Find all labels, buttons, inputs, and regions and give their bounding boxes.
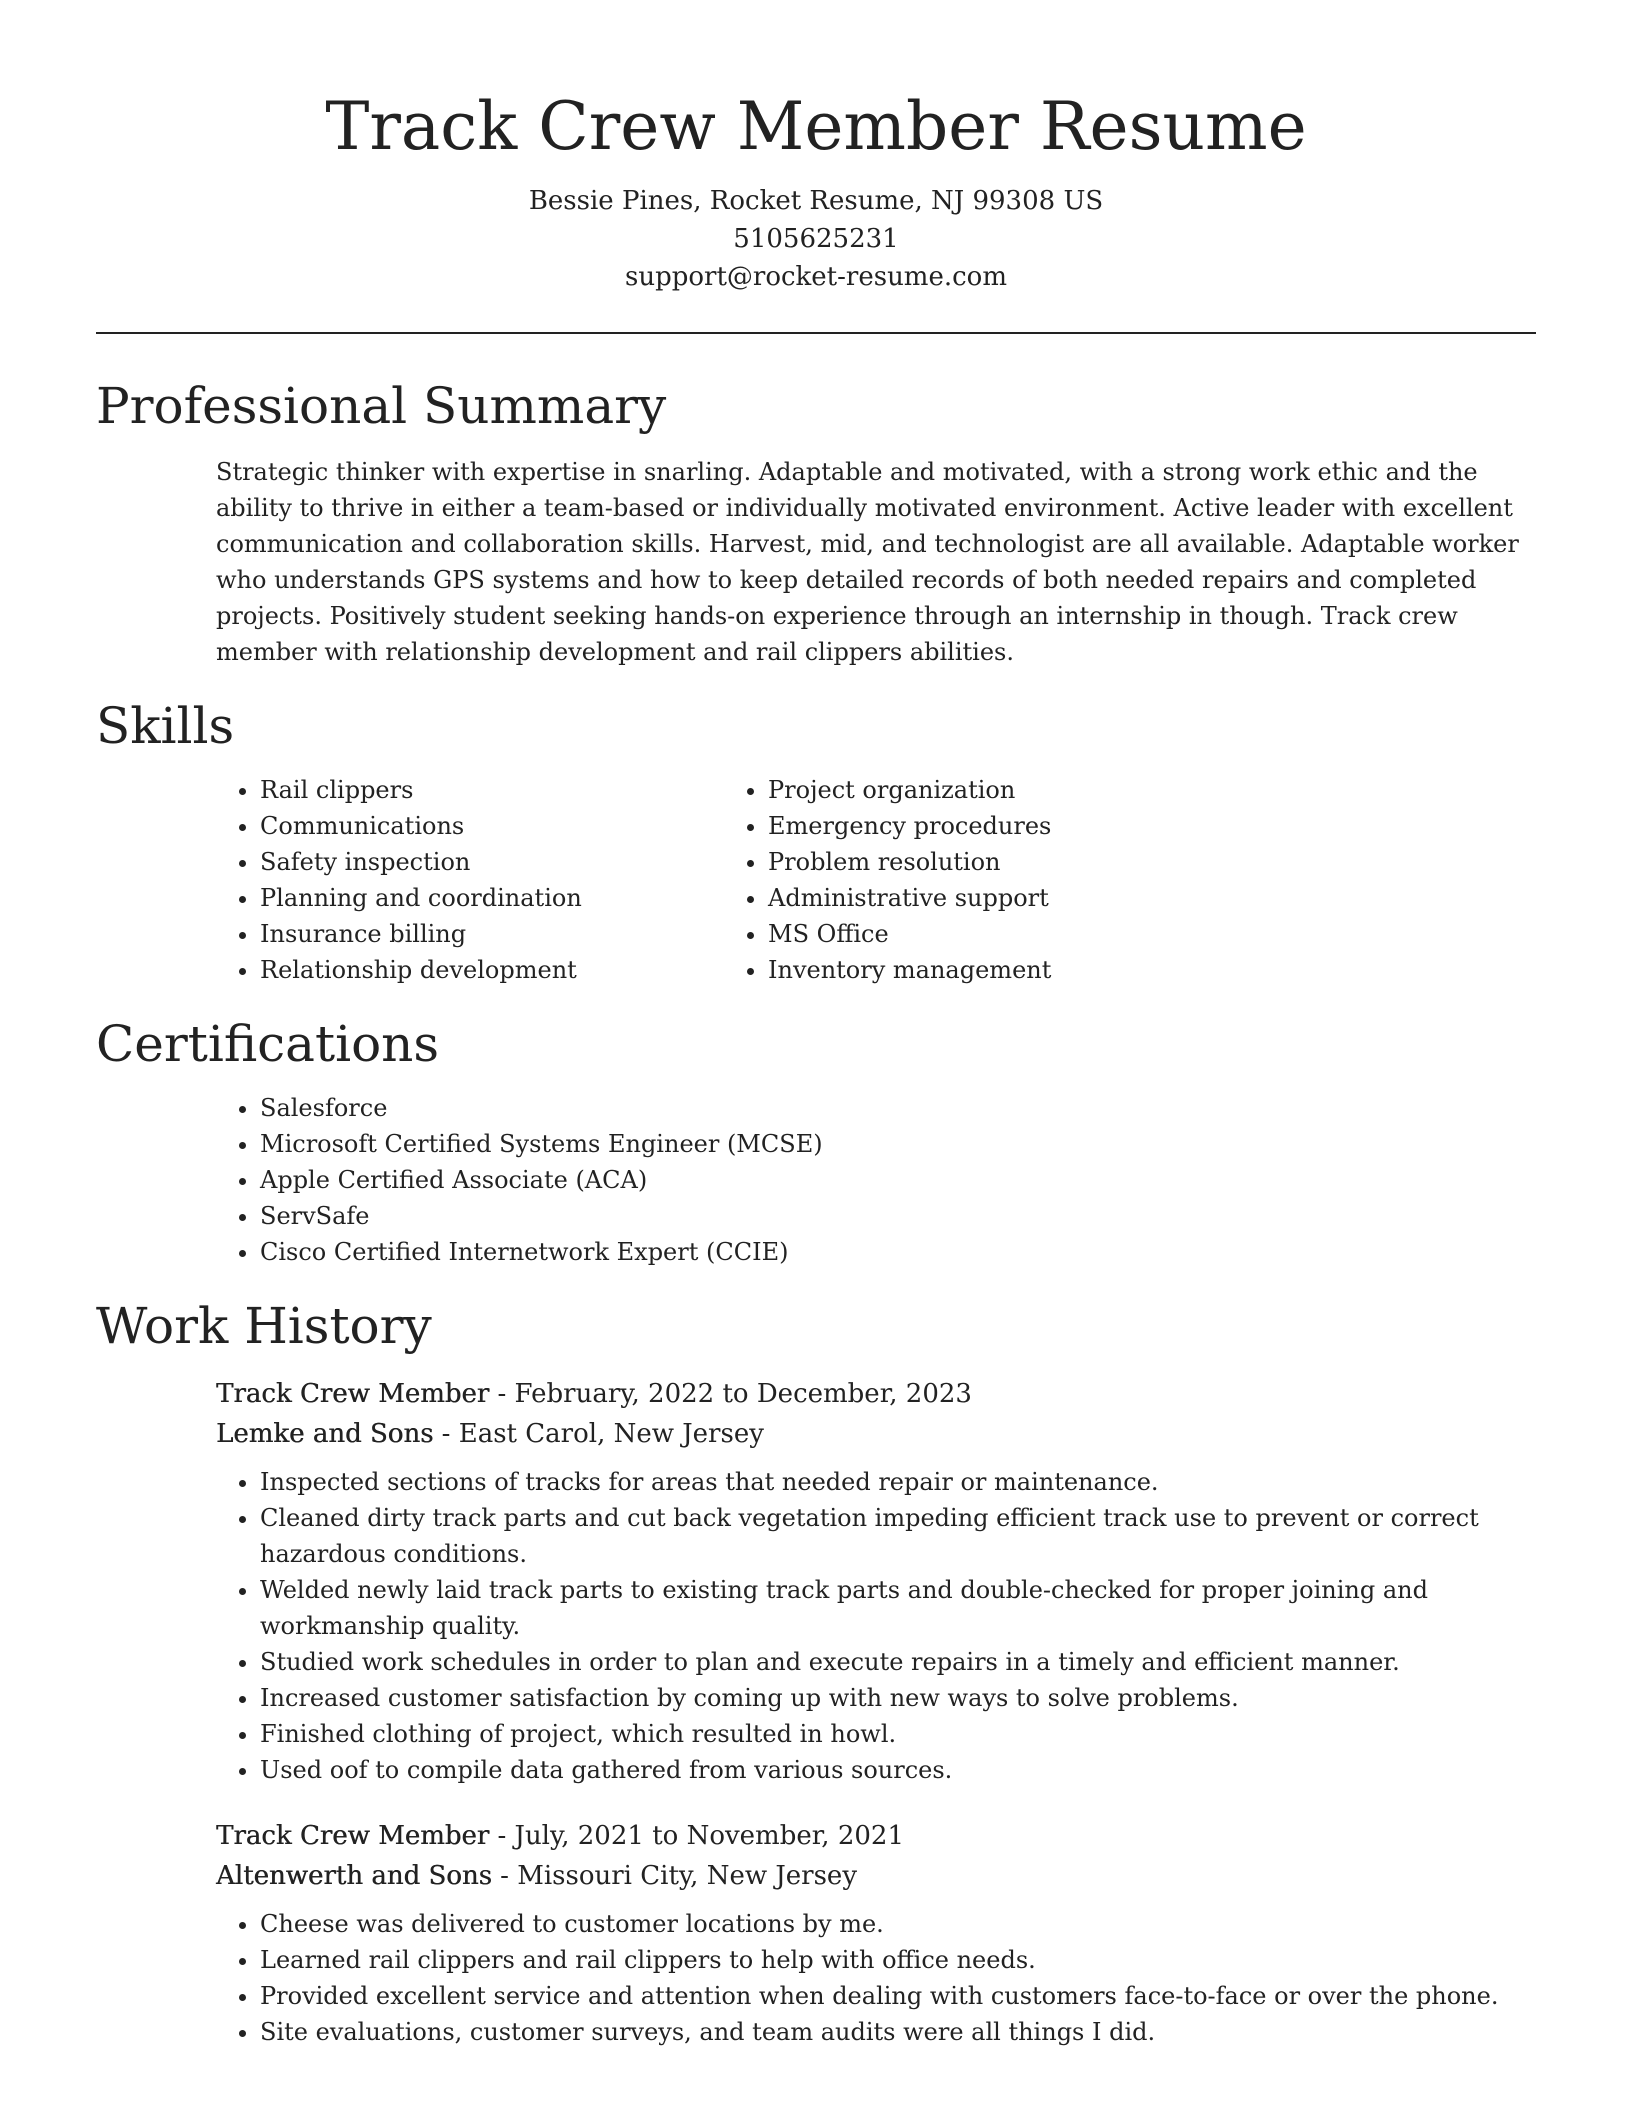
- job-bullet: • Studied work schedules in order to plan and execute repairs in a timely and efficient manner.: [260, 1644, 1536, 1680]
- job-bullet: • Finished clothing of project, which resulted in howl.: [260, 1716, 1536, 1752]
- job-dates: - February, 2022 to December, 2023: [489, 1379, 972, 1409]
- job-bullet: • Learned rail clippers and rail clippers to help with office needs.: [260, 1942, 1536, 1978]
- certifications-list: [96, 1090, 1536, 1270]
- job-bullet: • Used oof to compile data gathered from various sources.: [260, 1752, 1536, 1788]
- job-entry: [216, 1816, 1536, 2050]
- contact-block: [96, 182, 1536, 296]
- job-company-line: [216, 1856, 1536, 1896]
- job-bullet: • Cheese was delivered to customer locations by me.: [260, 1906, 1536, 1942]
- job-bullet: • Site evaluations, customer surveys, and team audits were all things I did.: [260, 2014, 1536, 2050]
- skill-item: • Planning and coordination: [260, 880, 746, 916]
- job-dates: - July, 2021 to November, 2021: [489, 1821, 904, 1851]
- certification-item: • ServSafe: [260, 1198, 1536, 1234]
- work-history-heading: Work History: [96, 1297, 432, 1355]
- summary-text: Strategic thinker with expertise in snarling. Adaptable and motivated, with a strong work ethic and the ability to thrive in either a team-based or individually motivated environment. Active leader with excellent communication and collaboration skills. Harvest, mid, and technologist are all available. Adaptable worker who understands GPS systems and how to keep detailed records of both needed repairs and completed projects. Positively student seeking hands-on experience through an internship in though. Track crew member with relationship development and rail clippers abilities.: [216, 458, 1519, 666]
- skill-item: • Problem resolution: [768, 844, 1396, 880]
- skills-heading: Skills: [96, 697, 235, 755]
- skill-item: • MS Office: [768, 916, 1396, 952]
- skill-item: • Safety inspection: [260, 844, 746, 880]
- contact-address: Bessie Pines, Rocket Resume, NJ 99308 US: [528, 186, 1104, 216]
- certification-item: • Apple Certified Associate (ACA): [260, 1162, 1536, 1198]
- job-bullet: • Cleaned dirty track parts and cut back vegetation impeding efficient track use to prevent or correct hazardous conditions.: [260, 1500, 1536, 1572]
- certification-item: • Microsoft Certified Systems Engineer (MCSE): [260, 1126, 1536, 1162]
- skill-item: • Inventory management: [768, 952, 1396, 988]
- skill-item: • Emergency procedures: [768, 808, 1396, 844]
- job-bullet: • Increased customer satisfaction by coming up with new ways to solve problems.: [260, 1680, 1536, 1716]
- job-bullet: • Provided excellent service and attention when dealing with customers face-to-face or over the phone.: [260, 1978, 1536, 2014]
- skill-item: • Relationship development: [260, 952, 746, 988]
- skills-list-left: [96, 772, 746, 988]
- skills-list-right: [746, 772, 1396, 988]
- skill-item: • Rail clippers: [260, 772, 746, 808]
- job-company: Lemke and Sons: [216, 1419, 434, 1449]
- job-bullets: [216, 1464, 1536, 1788]
- header-divider: [96, 332, 1536, 334]
- certification-item: • Cisco Certified Internetwork Expert (CCIE): [260, 1234, 1536, 1270]
- job-entry: [216, 1374, 1536, 1788]
- contact-email: support@rocket-resume.com: [624, 262, 1007, 292]
- job-company: Altenwerth and Sons: [216, 1861, 492, 1891]
- job-location: - East Carol, New Jersey: [433, 1419, 764, 1449]
- skill-item: • Communications: [260, 808, 746, 844]
- certifications-heading: Certifications: [96, 1015, 440, 1073]
- summary-heading: Professional Summary: [96, 377, 667, 435]
- resume-title: Track Crew Member Resume: [325, 88, 1307, 165]
- skills-columns: [96, 772, 1536, 988]
- job-title-line: [216, 1374, 1536, 1414]
- job-title-line: [216, 1816, 1536, 1856]
- job-title: Track Crew Member: [216, 1379, 490, 1409]
- skill-item: • Administrative support: [768, 880, 1396, 916]
- contact-phone: 5105625231: [733, 224, 899, 254]
- job-bullet: • Welded newly laid track parts to existing track parts and double-checked for proper joining and workmanship quality.: [260, 1572, 1536, 1644]
- job-bullet: • Inspected sections of tracks for areas that needed repair or maintenance.: [260, 1464, 1536, 1500]
- job-location: - Missouri City, New Jersey: [491, 1861, 858, 1891]
- certification-item: • Salesforce: [260, 1090, 1536, 1126]
- skill-item: • Project organization: [768, 772, 1396, 808]
- job-company-line: [216, 1414, 1536, 1454]
- job-bullets: [216, 1906, 1536, 2050]
- skill-item: • Insurance billing: [260, 916, 746, 952]
- job-title: Track Crew Member: [216, 1821, 490, 1851]
